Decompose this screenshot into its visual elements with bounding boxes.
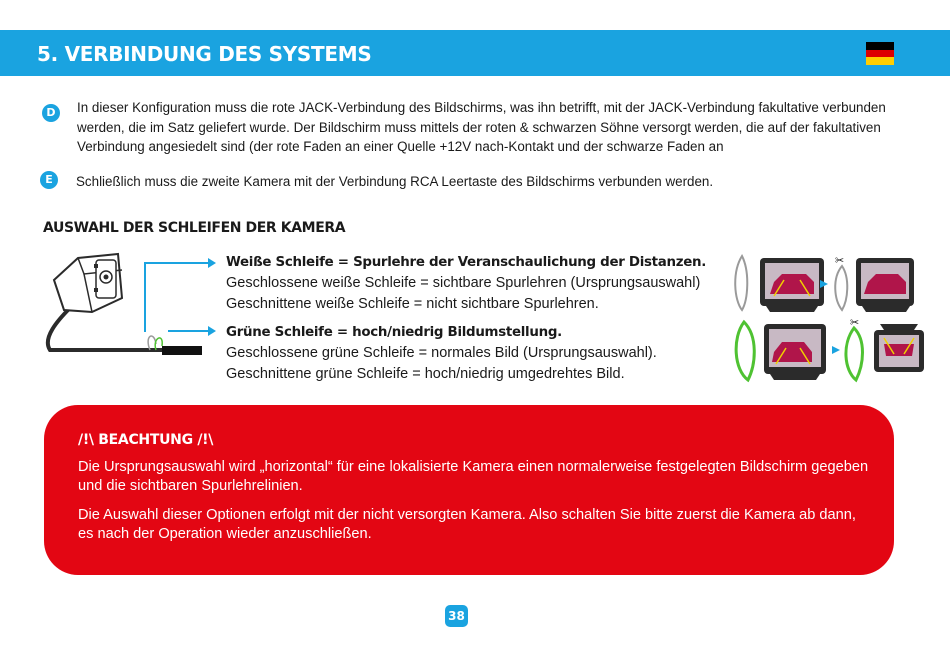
green-loop-description xyxy=(226,322,657,385)
step-e-text: Schließlich muss die zweite Kamera mit der Verbindung RCA Leertaste des Bildschirms verbunden werden. xyxy=(76,174,714,189)
white-loop-description xyxy=(226,252,706,315)
arrow-to-green-loop xyxy=(168,324,218,338)
section-title: 5. VERBINDUNG DES SYSTEMS xyxy=(37,42,372,66)
white-loop-heading: Weiße Schleife = Spurlehre der Veranschaulichung der Distanzen. xyxy=(226,255,707,270)
section-header-bar xyxy=(0,30,950,76)
white-loop-cut: Geschnittene weiße Schleife = nicht sichtbare Spurlehren. xyxy=(226,296,599,312)
green-loop-cut: Geschnittene grüne Schleife = hoch/niedrig umgedrehtes Bild. xyxy=(226,366,625,382)
page-number: 38 xyxy=(445,605,468,627)
svg-text:✂: ✂ xyxy=(850,316,860,329)
white-loop-monitor-illustration xyxy=(734,252,914,314)
warning-paragraph-2: Die Auswahl dieser Optionen erfolgt mit der nicht versorgten Kamera. Also schalten Sie bitte zuerst die Kamera ab dann, es nach der Operation wieder anzuschließen. xyxy=(78,507,856,542)
warning-title: /!\ BEACHTUNG /!\ xyxy=(78,432,214,448)
warning-box xyxy=(44,405,894,575)
green-loop-monitor-illustration xyxy=(734,316,924,384)
svg-text:✂: ✂ xyxy=(835,254,845,267)
step-badge-d: D xyxy=(42,104,60,122)
german-flag-icon xyxy=(866,42,894,65)
warning-paragraph-1: Die Ursprungsauswahl wird „horizontal“ für eine lokalisierte Kamera einen normalerweise festgelegten Bildschirm gegeben und die sichtbaren Spurlehrelinien. xyxy=(78,459,869,494)
green-loop-heading: Grüne Schleife = hoch/niedrig Bildumstellung. xyxy=(226,325,562,340)
step-badge-e: E xyxy=(40,171,58,189)
green-loop-closed: Geschlossene grüne Schleife = normales Bild (Ursprungsauswahl). xyxy=(226,345,657,361)
step-d-text: In dieser Konfiguration muss die rote JACK-Verbindung des Bildschirms, was ihn betrifft, mit der JACK-Verbindung fakultative verbunden werden, die im Satz geliefert wurde. Der Bildschirm muss mittels der roten & schwarzen Söhne versorgt werden, die auf der fakultativen Verbindung angesiedelt sind (der rote Faden an einer Quelle +12V nach-Kontakt und der schwarze Faden an xyxy=(77,100,886,154)
loops-section-title: AUSWAHL DER SCHLEIFEN DER KAMERA xyxy=(43,220,346,236)
white-loop-closed: Geschlossene weiße Schleife = sichtbare Spurlehren (Ursprungsauswahl) xyxy=(226,275,701,291)
